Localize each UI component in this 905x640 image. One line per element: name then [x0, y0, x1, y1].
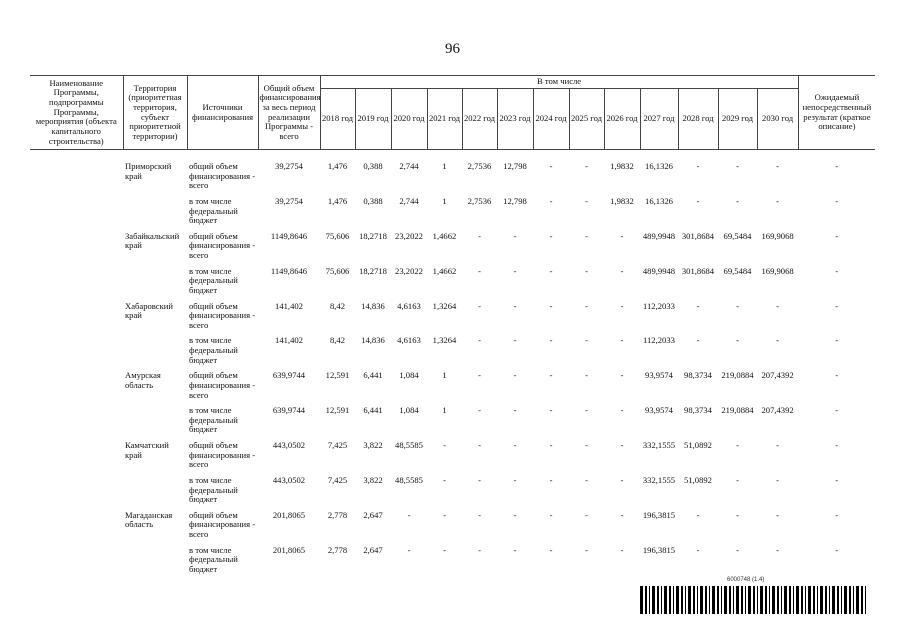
year-value-cell: -	[478, 440, 481, 450]
year-value-cell: -	[513, 230, 517, 241]
territory-cell: Приморский край	[125, 161, 172, 181]
year-value-cell: -	[776, 474, 780, 485]
year-value-cell: -	[620, 440, 624, 450]
total-cell: 639,9744	[272, 370, 306, 381]
source-cell: в том числе федеральный бюджет	[189, 335, 238, 365]
year-value-cell: 6,441	[363, 405, 383, 416]
total-cell: 201,8065	[272, 544, 306, 555]
result-cell: -	[835, 474, 839, 485]
header-year-6: 2024 год	[533, 89, 569, 150]
name-cell	[30, 441, 123, 476]
year-value-cell: 12,591	[325, 405, 350, 416]
year-value-cell: 207,4392	[761, 370, 794, 381]
year-value-cell: -	[620, 474, 624, 485]
header-year-9: 2027 год	[640, 89, 678, 150]
year-value-cell: 16,1326	[645, 161, 673, 171]
year-value-cell: -	[620, 544, 624, 555]
year-value-cell: -	[736, 195, 739, 206]
year-value-cell: -	[513, 405, 517, 416]
name-cell	[30, 162, 123, 197]
source-cell: общий объем финансирования - всего	[189, 440, 256, 470]
year-value-cell: 23,2022	[395, 265, 423, 276]
year-value-cell: -	[407, 544, 411, 555]
header-result: Ожидаемый непосредственный результат (краткое описание)	[798, 76, 875, 150]
year-value-cell: 3,822	[363, 474, 383, 485]
header-name: Наименование Программы, подпрограммы Программы, мероприятия (объекта капитального строительства)	[30, 76, 123, 150]
year-value-cell: -	[513, 544, 517, 555]
result-cell: -	[835, 440, 839, 450]
year-value-cell: -	[513, 474, 517, 485]
territory-cell: Забайкальский край	[125, 230, 180, 251]
year-value-cell: 2,744	[399, 161, 419, 171]
year-value-cell: -	[549, 440, 553, 450]
year-value-cell: 48,5585	[395, 440, 423, 450]
header-year-1: 2019 год	[355, 89, 391, 150]
header-territory: Территория (приоритетная территория, субъект приоритетной территории)	[123, 76, 187, 150]
year-value-cell: -	[620, 370, 624, 381]
year-value-cell: 1,084	[399, 370, 419, 381]
year-value-cell: 219,0884	[721, 370, 754, 381]
header-year-10: 2028 год	[678, 89, 718, 150]
year-value-cell: 51,0892	[684, 440, 712, 450]
year-value-cell: -	[478, 370, 481, 381]
year-value-cell: -	[549, 195, 553, 206]
header-year-4: 2022 год	[462, 89, 497, 150]
source-cell: в том числе федеральный бюджет	[189, 195, 238, 226]
year-value-cell: 12,591	[325, 370, 350, 381]
year-value-cell: 169,9068	[761, 265, 794, 276]
name-cell	[30, 302, 123, 337]
year-value-cell: 112,2033	[643, 300, 675, 311]
year-value-cell: -	[736, 300, 739, 311]
year-value-cell: -	[549, 230, 553, 241]
year-value-cell: 1	[442, 161, 447, 171]
year-value-cell: -	[776, 509, 780, 520]
header-including: В том числе	[320, 76, 798, 89]
total-cell: 443,0502	[272, 474, 306, 485]
name-cell	[30, 232, 123, 267]
year-value-cell: -	[513, 265, 517, 276]
year-value-cell: 1,084	[399, 405, 419, 416]
territory-cell	[123, 546, 187, 581]
territory-cell: Хабаровский край	[125, 300, 173, 321]
header-year-3: 2021 год	[427, 89, 462, 150]
year-value-cell: -	[478, 544, 481, 555]
year-value-cell: 489,9948	[642, 230, 676, 241]
year-value-cell: 1,3264	[432, 300, 457, 311]
year-value-cell: 18,2718	[359, 230, 387, 241]
year-value-cell: -	[585, 300, 588, 311]
territory-cell	[123, 406, 187, 441]
result-cell: -	[835, 509, 839, 520]
territory-cell: Амурская область	[125, 370, 161, 390]
page-number: 96	[445, 41, 460, 57]
year-value-cell: -	[585, 195, 588, 206]
year-value-cell: -	[696, 161, 700, 171]
year-value-cell: -	[620, 509, 624, 520]
year-value-cell: -	[549, 370, 553, 381]
table-row	[30, 511, 875, 546]
year-value-cell: 301,8684	[681, 265, 715, 276]
year-value-cell: 4,6163	[397, 300, 421, 311]
year-value-cell: -	[407, 509, 411, 520]
year-value-cell: -	[443, 440, 446, 450]
year-value-cell: 196,3815	[642, 544, 676, 555]
year-value-cell: -	[478, 405, 481, 416]
year-value-cell: -	[549, 300, 553, 311]
year-value-cell: -	[549, 509, 553, 520]
year-value-cell: -	[585, 544, 588, 555]
header-row-top	[30, 76, 875, 89]
year-value-cell: 98,3734	[684, 370, 712, 381]
year-value-cell: -	[585, 440, 588, 450]
year-value-cell: -	[478, 265, 481, 276]
total-cell: 141,402	[275, 300, 303, 311]
table-row	[30, 546, 875, 581]
year-value-cell: 207,4392	[761, 405, 794, 416]
name-cell	[30, 546, 123, 581]
table-row	[30, 302, 875, 337]
year-value-cell: -	[513, 509, 517, 520]
year-value-cell: 2,647	[363, 544, 383, 555]
year-value-cell: -	[513, 335, 517, 346]
header-year-0: 2018 год	[320, 89, 355, 150]
year-value-cell: 0,388	[363, 161, 383, 171]
year-value-cell: 2,778	[327, 544, 348, 555]
year-value-cell: 14,836	[361, 335, 385, 346]
table-row	[30, 371, 875, 406]
territory-cell	[123, 267, 187, 302]
year-value-cell: -	[585, 230, 588, 241]
territory-cell: Камчатский край	[125, 440, 169, 460]
header-year-11: 2029 год	[718, 89, 757, 150]
name-cell	[30, 267, 123, 302]
year-value-cell: -	[736, 544, 739, 555]
year-value-cell: 14,836	[361, 300, 385, 311]
year-value-cell: -	[478, 474, 481, 485]
year-value-cell: -	[620, 405, 624, 416]
result-cell: -	[835, 161, 839, 171]
year-value-cell: 16,1326	[645, 195, 673, 206]
year-value-cell: -	[443, 509, 446, 520]
year-value-cell: -	[620, 335, 624, 346]
total-cell: 1149,8646	[270, 230, 308, 241]
year-value-cell: -	[443, 474, 446, 485]
source-cell: в том числе федеральный бюджет	[189, 474, 238, 505]
year-value-cell: 6,441	[363, 370, 383, 381]
year-value-cell: 1,4662	[432, 265, 457, 276]
year-value-cell: -	[549, 161, 553, 171]
year-value-cell: 18,2718	[359, 265, 387, 276]
year-value-cell: -	[776, 195, 780, 206]
total-cell: 141,402	[275, 335, 303, 346]
year-value-cell: -	[696, 335, 700, 346]
year-value-cell: 1,9832	[610, 195, 634, 206]
year-value-cell: 2,7536	[467, 195, 492, 206]
year-value-cell: -	[478, 509, 481, 520]
year-value-cell: 7,425	[327, 474, 348, 485]
header-year-2: 2020 год	[391, 89, 427, 150]
year-value-cell: -	[585, 265, 588, 276]
year-value-cell: 2,778	[327, 509, 348, 520]
year-value-cell: 219,0884	[721, 405, 754, 416]
year-value-cell: 301,8684	[681, 230, 715, 241]
year-value-cell: 332,1555	[642, 474, 676, 485]
year-value-cell: -	[585, 474, 588, 485]
result-cell: -	[835, 300, 839, 311]
year-value-cell: -	[696, 544, 700, 555]
total-cell: 639,9744	[272, 405, 306, 416]
table-body	[30, 150, 875, 581]
source-cell: общий объем финансирования - всего	[189, 161, 256, 191]
territory-cell	[123, 336, 187, 371]
year-value-cell: -	[620, 230, 624, 241]
year-value-cell: -	[776, 300, 780, 311]
year-value-cell: -	[478, 335, 481, 346]
total-cell: 39,2754	[275, 195, 303, 206]
name-cell	[30, 476, 123, 511]
territory-cell	[123, 476, 187, 511]
source-cell: в том числе федеральный бюджет	[189, 265, 238, 295]
result-cell: -	[835, 544, 839, 555]
total-cell: 39,2754	[275, 161, 303, 171]
source-cell: общий объем финансирования - всего	[189, 370, 256, 400]
header-year-7: 2025 год	[569, 89, 604, 150]
year-value-cell: 12,798	[503, 195, 527, 206]
year-value-cell: 1	[442, 195, 447, 206]
table-row	[30, 406, 875, 441]
year-value-cell: 98,3734	[684, 405, 712, 416]
result-cell: -	[835, 405, 839, 416]
result-cell: -	[835, 195, 839, 206]
year-value-cell: 1,9832	[610, 161, 634, 171]
year-value-cell: 2,744	[399, 195, 419, 206]
year-value-cell: 12,798	[503, 161, 527, 171]
year-value-cell: -	[549, 405, 553, 416]
year-value-cell: 8,42	[329, 335, 346, 346]
year-value-cell: 69,5484	[723, 265, 752, 276]
name-cell	[30, 406, 123, 441]
header-total: Общий объем финансирования за весь период реализации Программы - всего	[258, 76, 320, 150]
year-value-cell: 1	[442, 370, 447, 381]
year-value-cell: -	[443, 544, 446, 555]
year-value-cell: 2,647	[363, 509, 383, 520]
header-year-12: 2030 год	[757, 89, 798, 150]
barcode-icon	[640, 586, 868, 614]
year-value-cell: -	[478, 300, 481, 311]
territory-cell: Магаданская область	[125, 509, 173, 530]
source-cell: в том числе федеральный бюджет	[189, 544, 238, 574]
table-row	[30, 162, 875, 197]
year-value-cell: 4,6163	[397, 335, 421, 346]
year-value-cell: 169,9068	[761, 230, 794, 241]
financing-table	[30, 75, 875, 581]
table-row	[30, 267, 875, 302]
year-value-cell: -	[776, 440, 780, 450]
result-cell: -	[835, 230, 839, 241]
header-year-8: 2026 год	[604, 89, 640, 150]
year-value-cell: -	[776, 335, 780, 346]
year-value-cell: -	[585, 335, 588, 346]
year-value-cell: 112,2033	[643, 335, 675, 346]
year-value-cell: -	[585, 161, 588, 171]
year-value-cell: -	[620, 300, 624, 311]
year-value-cell: -	[513, 300, 517, 311]
year-value-cell: -	[696, 195, 700, 206]
year-value-cell: 489,9948	[642, 265, 676, 276]
year-value-cell: -	[513, 370, 517, 381]
year-value-cell: 75,606	[325, 265, 350, 276]
barcode-label: 6000748 (1.4)	[727, 577, 765, 583]
table-row	[30, 336, 875, 371]
year-value-cell: -	[585, 509, 588, 520]
result-cell: -	[835, 335, 839, 346]
year-value-cell: -	[478, 230, 481, 241]
year-value-cell: -	[736, 335, 739, 346]
year-value-cell: 48,5585	[395, 474, 423, 485]
year-value-cell: 1	[442, 405, 447, 416]
year-value-cell: 23,2022	[395, 230, 423, 241]
year-value-cell: -	[549, 474, 553, 485]
year-value-cell: 93,9574	[645, 370, 673, 381]
year-value-cell: 1,4662	[432, 230, 457, 241]
year-value-cell: -	[585, 405, 588, 416]
year-value-cell: -	[696, 509, 700, 520]
year-value-cell: 75,606	[325, 230, 350, 241]
year-value-cell: 93,9574	[645, 405, 673, 416]
total-cell: 443,0502	[272, 440, 306, 450]
source-cell: общий объем финансирования - всего	[189, 230, 256, 260]
year-value-cell: 3,822	[363, 440, 383, 450]
year-value-cell: -	[736, 509, 739, 520]
year-value-cell: 51,0892	[684, 474, 712, 485]
year-value-cell: -	[736, 440, 739, 450]
year-value-cell: -	[585, 370, 588, 381]
year-value-cell: -	[549, 335, 553, 346]
total-cell: 1149,8646	[270, 265, 308, 276]
year-value-cell: -	[696, 300, 700, 311]
result-cell: -	[835, 265, 839, 276]
table-row	[30, 441, 875, 476]
table-row	[30, 232, 875, 267]
total-cell: 201,8065	[272, 509, 306, 520]
year-value-cell: -	[620, 265, 624, 276]
year-value-cell: -	[736, 161, 739, 171]
year-value-cell: 1,476	[327, 195, 348, 206]
source-cell: общий объем финансирования - всего	[189, 300, 256, 330]
source-cell: общий объем финансирования - всего	[189, 509, 256, 539]
year-value-cell: -	[513, 440, 517, 450]
year-value-cell: 332,1555	[642, 440, 676, 450]
year-value-cell: -	[549, 544, 553, 555]
year-value-cell: 0,388	[363, 195, 383, 206]
year-value-cell: -	[549, 265, 553, 276]
year-value-cell: -	[736, 474, 739, 485]
result-cell: -	[835, 370, 839, 381]
name-cell	[30, 336, 123, 371]
name-cell	[30, 197, 123, 232]
table-row	[30, 197, 875, 232]
year-value-cell: -	[776, 161, 780, 171]
year-value-cell: 69,5484	[723, 230, 752, 241]
year-value-cell: 196,3815	[642, 509, 676, 520]
name-cell	[30, 511, 123, 546]
year-value-cell: -	[776, 544, 780, 555]
year-value-cell: 2,7536	[467, 161, 492, 171]
year-value-cell: 1,3264	[432, 335, 457, 346]
year-value-cell: 1,476	[327, 161, 348, 171]
header-year-5: 2023 год	[497, 89, 533, 150]
name-cell	[30, 371, 123, 406]
year-value-cell: 7,425	[327, 440, 348, 450]
header-sources: Источники финансирования	[187, 76, 258, 150]
source-cell: в том числе федеральный бюджет	[189, 405, 238, 435]
table-row	[30, 476, 875, 511]
territory-cell	[123, 197, 187, 232]
year-value-cell: 8,42	[329, 300, 346, 311]
